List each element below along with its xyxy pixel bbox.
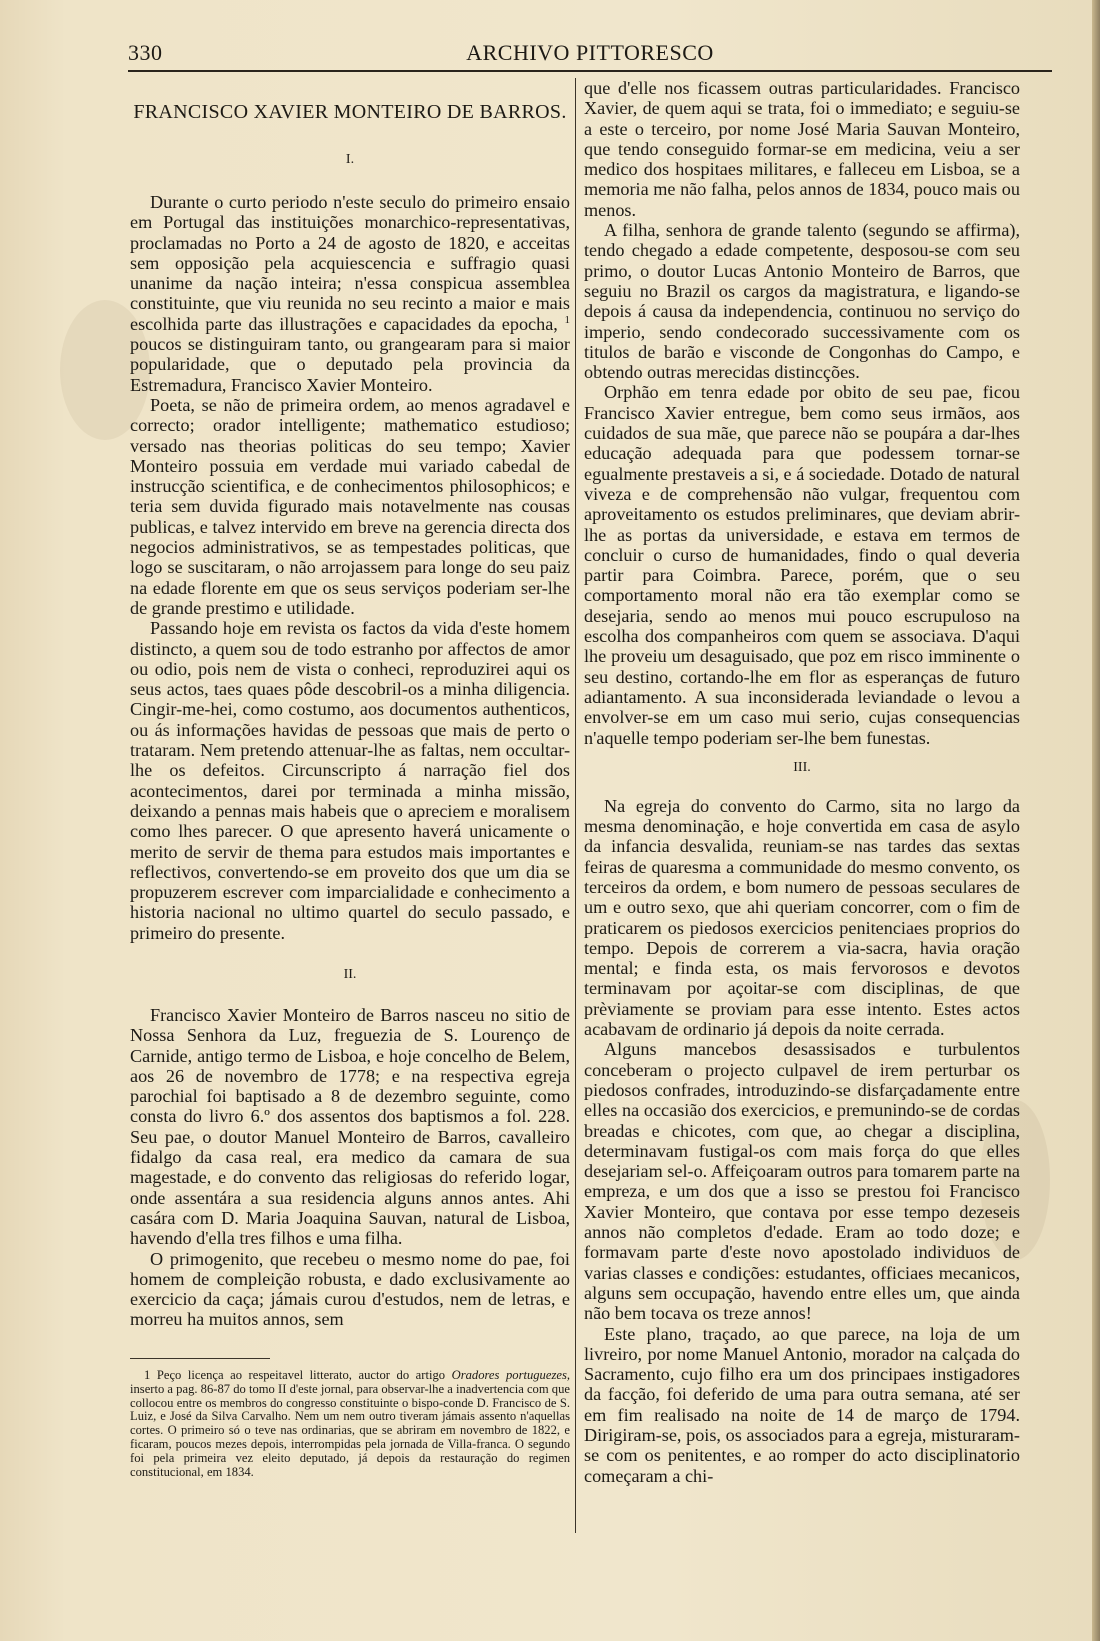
page-header (128, 38, 1052, 72)
paragraph: Este plano, traçado, ao que parece, na loja de um livreiro, por nome Manuel Antonio, morador na calçada do Sacramento, cujo filho era um dos principaes instigadores da facção, foi deferido de uma para outra semana, até ser em fim realisado na noite de 14 de março de 1794. Dirigiram-se, pois, os associados para a egreja, misturaram-se com os penitentes, e ao romper do acto disciplinatorio começaram a chi- (584, 1323, 1020, 1486)
column-divider (575, 78, 576, 1533)
paragraph: Poeta, se não de primeira ordem, ao menos agradavel e correcto; orador intelligente; mathematico estudioso; versado nas theorias politicas do seu tempo; Xavier Monteiro possuia em verdade mui variado cabedal de instrucção scientifica, e de conhecimentos philosophicos; e teria sem duvida figurado mais notavelmente nas cousas publicas, e talvez intervido em breve na gerencia directa dos negocios administrativos, se as tempestades politicas, que logo se suscitaram, o não arrojassem para longe do seu paiz na edade florente em que os seus serviços poderiam ser-lhe de grande prestimo e utilidade. (130, 394, 570, 618)
paragraph: Alguns mancebos desassisados e turbulentos conceberam o projecto culpavel de irem perturbar os piedosos confrades, introduzindo-se disfarçadamente entre elles na occasião dos exercicios, e premunindo-se de cordas breadas e chicotes, com que, ao chegar a disciplina, determinavam fustigal-os com mais força do que elles desejariam sel-o. Affeiçoaram outros para tomarem parte na empreza, e um dos que a isso se prestou foi Francisco Xavier Monteiro, que contava por esse tempo dezeseis annos não completos d'edade. Eram ao todo doze; e formavam parte d'este novo apostolado individuos de varias classes e condições: estudantes, officiaes mecanicos, alguns sem occupação, havendo entre elles um, que ainda não bem tocava os treze annos! (584, 1039, 1020, 1324)
section-heading-1: I. (345, 152, 355, 167)
right-column (584, 78, 1020, 1486)
paragraph: Francisco Xavier Monteiro de Barros nasceu no sitio de Nossa Senhora da Luz, freguezia de S. Lourenço de Carnide, antigo termo de Lisboa, e hoje concelho de Belem, aos 26 de novembro de 1778; e na respectiva egreja parochial foi baptisado a 8 de dezembro seguinte, como consta do livro 6.º dos assentos dos baptismos a fol. 228. Seu pae, o doutor Manuel Monteiro de Barros, cavalleiro fidalgo da casa real, era medico da camara de sua magestade, e do convento das religiosas do referido logar, onde assentára a sua residencia alguns annos antes. Ahi casára com D. Maria Joaquina Sauvan, natural de Lisboa, havendo d'ella tres filhos e uma filha. (130, 1004, 570, 1249)
page-edge (1092, 0, 1100, 1641)
paragraph: Durante o curto periodo n'este seculo do primeiro ensaio em Portugal das instituições monarchico-representativas, proclamadas no Porto a 24 de agosto de 1820, e acceitas sem opposição pela acquiescencia e suffragio quasi unanime da nação inteira; n'essa conspicua assemblea constituinte, que viu reunida no seu recinto a maior e mais escolhida parte das illustrações e capacidades da epocha, $^1$ poucos se distinguiram tanto, ou grangearam para si maior popularidade, que o deputado pela provincia da Estremadura, Francisco Xavier Monteiro. (130, 192, 570, 395)
paragraph: que d'elle nos ficassem outras particularidades. Francisco Xavier, de quem aqui se trata, foi o immediato; e seguiu-se a este o terceiro, por nome José Maria Sauvan Monteiro, que tendo conseguido formar-se em medicina, veiu a ser medico dos hospitaes militares, e falleceu em Lisboa, se a memoria me não falha, pelos annos de 1834, pouco mais ou menos. (584, 78, 1020, 220)
paragraph: O primogenito, que recebeu o mesmo nome do pae, foi homem de compleição robusta, e dado exclusivamente ao exercicio da caça; jámais curou d'estudos, nem de letras, e morreu ha muitos annos, sem (130, 1248, 570, 1330)
paragraph: A filha, senhora de grande talento (segundo se affirma), tendo chegado a edade competente, desposou-se com seu primo, o doutor Lucas Antonio Monteiro de Barros, que seguiu no Brazil os cargos da magistratura, e ligando-se depois á causa da independencia, continuou no serviço do imperio, sendo condecorado successivamente com os titulos de barão e visconde de Congonhas do Campo, e obtendo outras merecidas distincções. (584, 220, 1020, 383)
paragraph: Orphão em tenra edade por obito de seu pae, ficou Francisco Xavier entregue, bem como seus irmãos, aos cuidados de sua mãe, que parece não se poupára a dar-lhes educação adequada para que podessem tornar-se egualmente prestaveis a si, e á sociedade. Dotado de natural viveza e de comprehensão não vulgar, frequentou com aproveitamento os estudos preliminares, que deviam abrir-lhe as portas da universidade, e estava em termos de concluir o curso de humanidades, findo o qual deveria partir para Coimbra. Parece, porém, que o seu comportamento moral não era tão exemplar como se desejaria, sendo ao menos mui pouco escrupuloso na escolha dos companheiros com quem se associava. D'aqui lhe proveiu um desaguisado, que poz em risco imminente o seu destino, cortando-lhe em flor as esperanças de futuro adiantamento. A sua inconsiderada leviandade o levou a envolver-se em um caso mui serio, cujas consequencias n'aquelle tempo poderiam ser-lhe bem funestas. (584, 382, 1020, 748)
section-heading-3: III. (793, 759, 811, 775)
section-heading-2: II. (343, 966, 357, 982)
article-title: FRANCISCO XAVIER MONTEIRO DE BARROS. (133, 101, 567, 123)
footnote: 1 Peço licença ao respeitavel litterato, auctor do artigo Oradores portuguezes, inserto a pag. 86-87 do tomo II d'este jornal, para observar-lhe a inadvertencia com que collocou entre os membros do congresso constituinte o bispo-conde D. Francisco de S. Luiz, e José da Silva Carvalho. Nem um nem outro tiveram jámais assento n'aquellas cortes. O primeiro só o teve nas ordinarias, que se abriram em novembro de 1822, e ficaram, poucos mezes depois, interrompidas pela jornada de Villa-franca. O segundo foi pela primeira vez eleito deputado, já depois da restauração do regimen constitucional, em 1834. (130, 1367, 570, 1480)
footnote-reference: 1 (564, 313, 570, 326)
paragraph: Passando hoje em revista os factos da vida d'este homem distincto, a quem sou de todo estranho por affectos de amor ou odio, pois nem de vista o conheci, reproduzirei aqui os seus actos, taes quaes pôde descobril-os a minha diligencia. Cingir-me-hei, como costumo, aos documentos authenticos, ou ás informações havidas de pessoas que mais de perto o trataram. Nem pretendo attenuar-lhe as faltas, nem occultar-lhe os defeitos. Circunscripto á narração fiel dos acontecimentos, darei por terminada a minha missão, deixando a pennas mais habeis que o apreciem e moralisem como lhes parecer. O que apresento haverá unicamente o merito de servir de thema para estudos mais importantes e reflectivos, convertendo-se em proveito dos que um dia se propuzerem escrever com imparcialidade e conhecimento a historia nacional no ultimo quartel do seculo passado, e primeiro do presente. (130, 618, 570, 943)
paragraph: Na egreja do convento do Carmo, sita no largo da mesma denominação, e hoje convertida em casa de asylo da infancia desvalida, reuniam-se nas tardes das sextas feiras de quaresma a communidade do mesmo convento, os terceiros da ordem, e bom numero de pessoas seculares de um e outro sexo, que ahi queriam concorrer, com o fim de praticarem os piedosos exercicios penitenciaes proprios do tempo. Depois de correrem a via-sacra, havia oração mental; e finda esta, os mais fervorosos e devotos terminavam por açoitar-se com disciplinas, de que prèviamente se proviam para esse intento. Estes actos acabavam de ordinario já depois da noite cerrada. (584, 795, 1020, 1040)
running-head: ARCHIVO PITTORESCO (466, 40, 714, 65)
page-number: 330 (128, 40, 163, 65)
left-column (130, 78, 570, 1480)
footnote-divider (130, 1358, 270, 1359)
